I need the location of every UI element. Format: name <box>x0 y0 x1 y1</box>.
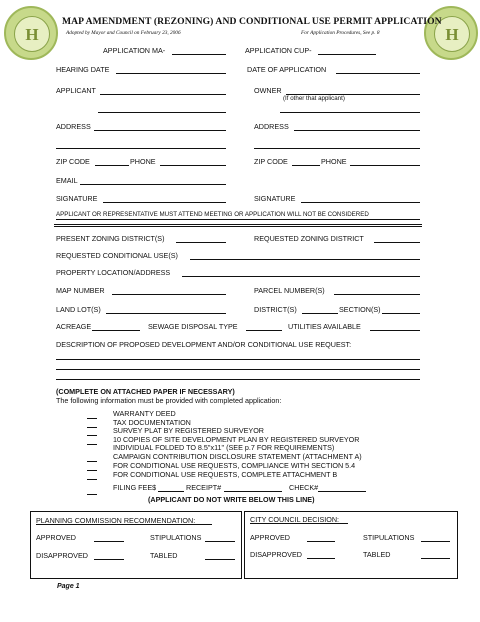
council-approved-field[interactable] <box>307 541 335 542</box>
attachment-item: SURVEY PLAT BY REGISTERED SURVEYOR <box>113 426 264 435</box>
adopted-note: Adopted by Mayor and Council on February 23, 2006 <box>66 30 181 36</box>
council-heading-underline <box>250 523 348 524</box>
present-zoning-field[interactable] <box>176 242 226 243</box>
applicant-phone-label: PHONE <box>130 157 156 166</box>
hearing-date-label: HEARING DATE <box>56 65 110 74</box>
attachment-item: FOR CONDITIONAL USE REQUESTS, COMPLIANCE WITH SECTION 5.4 <box>113 461 356 470</box>
description-line-1[interactable] <box>56 359 420 360</box>
owner-field-2[interactable] <box>280 112 420 113</box>
council-disapproved-field[interactable] <box>307 558 335 559</box>
acreage-field[interactable] <box>92 330 140 331</box>
applicant-zip-label: ZIP CODE <box>56 157 90 166</box>
planning-tabled-field[interactable] <box>205 559 235 560</box>
requested-use-field[interactable] <box>190 259 420 260</box>
owner-zip-label: ZIP CODE <box>254 157 288 166</box>
council-stipulations-field[interactable] <box>421 541 450 542</box>
applicant-address-field-2[interactable] <box>56 148 226 149</box>
complete-note: (COMPLETE ON ATTACHED PAPER IF NECESSARY) <box>56 387 235 396</box>
application-cup-label: APPLICATION CUP- <box>245 46 312 55</box>
planning-disapproved-label: DISAPPROVED <box>36 551 88 560</box>
section-divider <box>54 224 422 225</box>
attachment-item: 10 COPIES OF SITE DEVELOPMENT PLAN BY REGISTERED SURVEYOR <box>113 435 360 444</box>
page-number: Page 1 <box>57 583 80 590</box>
present-zoning-label: PRESENT ZONING DISTRICT(S) <box>56 234 165 243</box>
section-divider-2 <box>54 226 422 227</box>
requested-use-label: REQUESTED CONDITIONAL USE(S) <box>56 251 178 260</box>
applicant-address-field[interactable] <box>94 130 226 131</box>
attachment-item: WARRANTY DEED <box>113 409 176 418</box>
date-of-application-label: DATE OF APPLICATION <box>247 65 327 74</box>
planning-stipulations-label: STIPULATIONS <box>150 533 202 542</box>
requested-zoning-label: REQUESTED ZONING DISTRICT <box>254 234 364 243</box>
email-label: EMAIL <box>56 176 78 185</box>
map-number-field[interactable] <box>112 294 226 295</box>
description-label: DESCRIPTION OF PROPOSED DEVELOPMENT AND/OR CONDITIONAL USE REQUEST: <box>56 340 352 349</box>
applicant-field[interactable] <box>100 94 226 95</box>
planning-disapproved-field[interactable] <box>94 559 124 560</box>
land-lots-label: LAND LOT(S) <box>56 305 101 314</box>
acreage-label: ACREAGE <box>56 322 92 331</box>
attachment-checkbox[interactable] <box>87 470 97 471</box>
council-tabled-label: TABLED <box>363 550 391 559</box>
council-disapproved-label: DISAPPROVED <box>250 550 302 559</box>
sections-label: SECTION(S) <box>339 305 381 314</box>
property-location-label: PROPERTY LOCATION/ADDRESS <box>56 268 171 277</box>
filing-fee-label: FILING FEE$ <box>113 483 157 492</box>
council-heading: CITY COUNCIL DECISION: <box>250 515 340 524</box>
owner-signature-label: SIGNATURE <box>254 194 296 203</box>
owner-address-label: ADDRESS <box>254 122 289 131</box>
hearing-date-field[interactable] <box>116 73 226 74</box>
application-ma-field[interactable] <box>172 54 226 55</box>
check-label: CHECK# <box>289 483 319 492</box>
attachment-item: TAX DOCUMENTATION <box>113 418 191 427</box>
owner-address-field[interactable] <box>294 130 420 131</box>
attachment-checkbox[interactable] <box>87 461 97 462</box>
filing-fee-field[interactable] <box>158 491 184 492</box>
planning-heading-underline <box>36 524 212 525</box>
owner-phone-field[interactable] <box>350 165 420 166</box>
receipt-field[interactable] <box>224 491 282 492</box>
owner-signature-field[interactable] <box>301 202 420 203</box>
notice-underline <box>56 219 420 220</box>
districts-field[interactable] <box>302 313 338 314</box>
planning-heading: PLANNING COMMISSION RECOMMENDATION: <box>36 516 196 525</box>
requested-zoning-field[interactable] <box>374 242 420 243</box>
owner-note: (If other that applicant) <box>283 95 345 102</box>
applicant-field-2[interactable] <box>98 112 226 113</box>
email-field[interactable] <box>80 184 226 185</box>
city-seal-left: H <box>4 6 58 60</box>
owner-phone-label: PHONE <box>321 157 347 166</box>
application-ma-label: APPLICATION MA- <box>103 46 166 55</box>
receipt-label: RECEIPT# <box>186 483 222 492</box>
planning-approved-field[interactable] <box>94 541 124 542</box>
applicant-label: APPLICANT <box>56 86 96 95</box>
owner-address-field-2[interactable] <box>254 148 420 149</box>
districts-label: DISTRICT(S) <box>254 305 297 314</box>
property-location-field[interactable] <box>182 276 420 277</box>
utilities-field[interactable] <box>370 330 420 331</box>
office-use-note: (APPLICANT DO NOT WRITE BELOW THIS LINE) <box>148 495 315 504</box>
city-seal-right: H <box>424 6 478 60</box>
attachment-checkbox[interactable] <box>87 435 97 436</box>
attachment-item: CAMPAIGN CONTRIBUTION DISCLOSURE STATEMENT (ATTACHMENT A) <box>113 452 362 461</box>
filing-fee-checkbox[interactable] <box>87 494 97 495</box>
applicant-address-label: ADDRESS <box>56 122 91 131</box>
planning-tabled-label: TABLED <box>150 551 178 560</box>
owner-label: OWNER <box>254 86 282 95</box>
attachment-checkbox[interactable] <box>87 427 97 428</box>
description-line-2[interactable] <box>56 369 420 370</box>
council-approved-label: APPROVED <box>250 533 290 542</box>
owner-zip-field[interactable] <box>292 165 320 166</box>
attachments-intro: The following information must be provided with completed application: <box>56 396 282 405</box>
parcel-numbers-label: PARCEL NUMBER(S) <box>254 286 325 295</box>
application-cup-field[interactable] <box>318 54 376 55</box>
check-field[interactable] <box>318 491 366 492</box>
planning-approved-label: APPROVED <box>36 533 76 542</box>
parcel-numbers-field[interactable] <box>334 294 420 295</box>
attendance-notice: APPLICANT OR REPRESENTATIVE MUST ATTEND MEETING OR APPLICATION WILL NOT BE CONSIDERED <box>56 211 369 218</box>
attachment-item: INDIVIDUAL FOLDED TO 8.5"x11" (SEE p.7 FOR REQUIREMENTS) <box>113 443 335 452</box>
procedures-note: For Application Procedures, See p. 8 <box>301 30 380 36</box>
applicant-phone-field[interactable] <box>160 165 226 166</box>
map-number-label: MAP NUMBER <box>56 286 105 295</box>
attachment-checkbox[interactable] <box>87 444 97 445</box>
council-tabled-field[interactable] <box>421 558 450 559</box>
applicant-signature-field[interactable] <box>103 202 226 203</box>
utilities-label: UTILITIES AVAILABLE <box>288 322 361 331</box>
attachment-checkbox[interactable] <box>87 479 97 480</box>
attachment-checkbox[interactable] <box>87 418 97 419</box>
applicant-signature-label: SIGNATURE <box>56 194 98 203</box>
planning-stipulations-field[interactable] <box>205 541 235 542</box>
applicant-zip-field[interactable] <box>95 165 129 166</box>
sections-field[interactable] <box>382 313 420 314</box>
sewage-label: SEWAGE DISPOSAL TYPE <box>148 322 238 331</box>
council-stipulations-label: STIPULATIONS <box>363 533 415 542</box>
sewage-field[interactable] <box>246 330 282 331</box>
page-title: MAP AMENDMENT (REZONING) AND CONDITIONAL USE PERMIT APPLICATION <box>62 16 442 27</box>
land-lots-field[interactable] <box>106 313 226 314</box>
date-of-application-field[interactable] <box>336 73 420 74</box>
attachment-item: FOR CONDITIONAL USE REQUESTS, COMPLETE ATTACHMENT B <box>113 470 338 479</box>
description-line-3[interactable] <box>56 379 420 380</box>
